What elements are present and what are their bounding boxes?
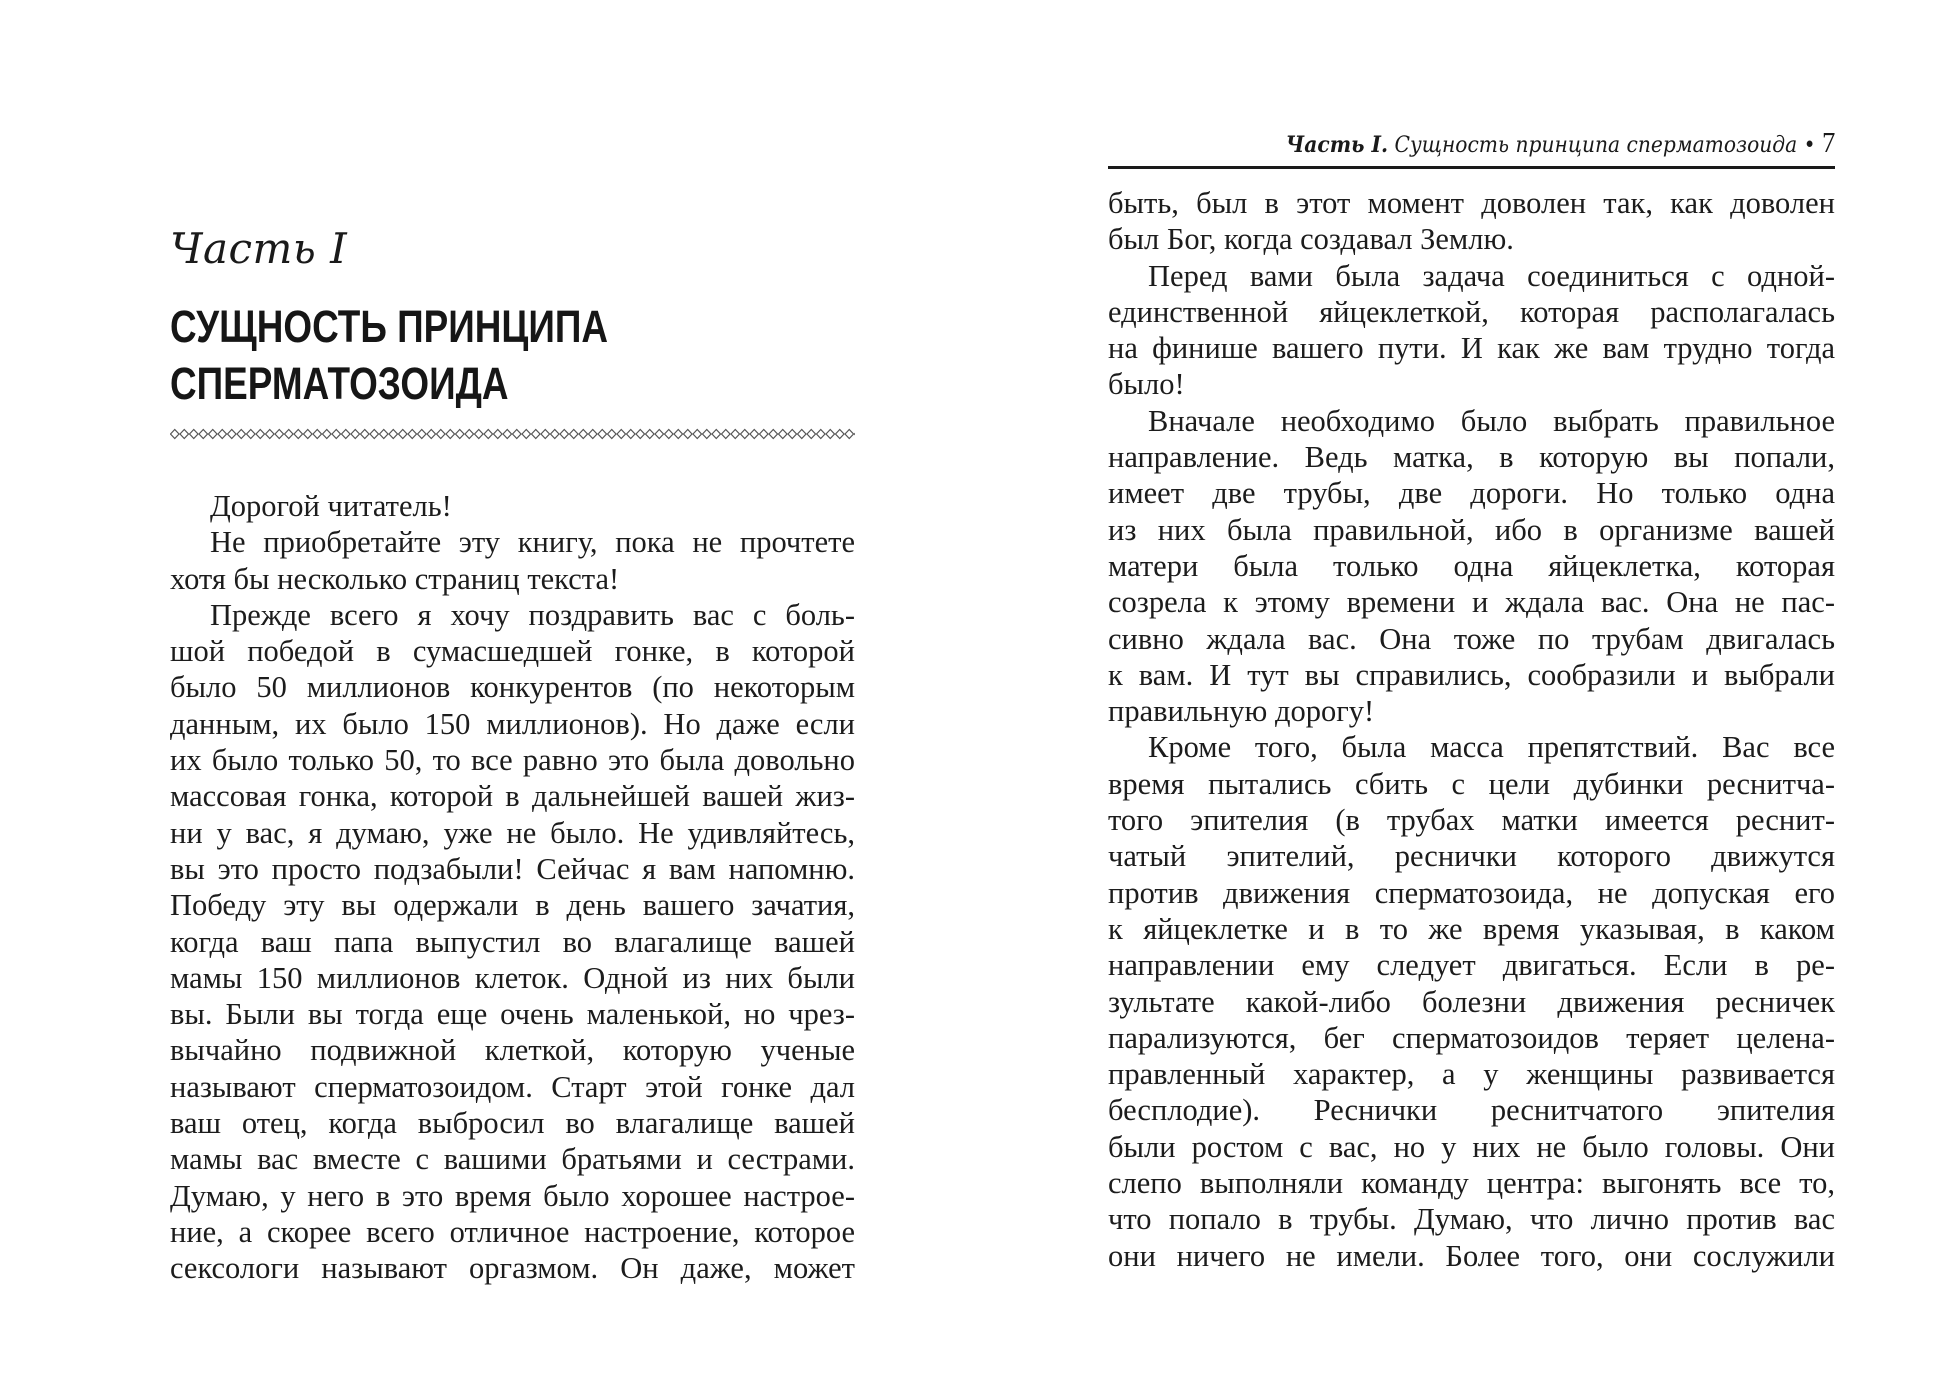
text-line: правленный характер, а у женщины развивается (1108, 1057, 1835, 1092)
text-line: ваш отец, когда выбросил во влагалище вашей (170, 1106, 855, 1141)
page-number: 7 (1821, 127, 1835, 159)
text-line: было 50 миллионов конкурентов (по некоторым (170, 670, 855, 705)
text-line: Дорогой читатель! (210, 489, 452, 523)
text-line: было! (1108, 367, 1185, 402)
text-line: был Бог, когда создавал Землю. (1108, 222, 1514, 257)
running-head-bullet: • (1796, 133, 1822, 158)
text-line: шой победой в сумасшедшей гонке, в которой (170, 634, 855, 669)
part-label: Часть I (170, 224, 348, 273)
text-line: вы это просто подзабыли! Сейчас я вам напомню. (170, 851, 855, 886)
text-line: чатый эпителий, реснички которого движутся (1108, 839, 1835, 874)
text-line: к яйцеклетке и в то же время указывая, в каком (1108, 911, 1835, 946)
text-line: ни у вас, я думаю, уже не было. Не удивляйтесь, (170, 815, 855, 850)
running-head (1285, 128, 1835, 161)
text-line: сивно ждала вас. Она тоже по трубам двигалась (1108, 621, 1835, 656)
text-line: ние, а скорее всего отличное настроение, которое (170, 1214, 855, 1249)
text-line: против движения сперматозоида, не допуская его (1108, 875, 1835, 910)
text-line: Прежде всего я хочу поздравить вас с боль- (210, 597, 855, 632)
text-line: они ничего не имели. Более того, они сослужили (1108, 1238, 1835, 1273)
text-line: имеет две трубы, две дороги. Но только одна (1108, 476, 1835, 511)
text-line: хотя бы несколько страниц текста! (170, 561, 620, 596)
running-head-part: Часть I. (1285, 132, 1388, 158)
text-line: направлении ему следует двигаться. Если в ре- (1108, 948, 1835, 983)
left-body-text (170, 488, 855, 1287)
chapter-title (170, 298, 608, 412)
text-line: слепо выполняли команду центра: выгонять все то, (1108, 1166, 1835, 1201)
text-line: бесплодие). Реснички реснитчатого эпителия (1108, 1093, 1835, 1128)
text-line: время пытались сбить с цели дубинки реснитча- (1108, 766, 1835, 801)
text-line: были ростом с вас, но у них не было головы. Они (1108, 1129, 1835, 1164)
text-line: данным, их было 150 миллионов). Но даже если (170, 706, 855, 741)
text-line: когда ваш папа выпустил во влагалище вашей (170, 924, 855, 959)
text-line: того эпителия (в трубах матки имеется реснит- (1108, 803, 1835, 838)
text-line: к вам. И тут вы справились, сообразили и выбрали (1108, 657, 1835, 692)
text-line: на финише вашего пути. И как же вам трудно тогда (1108, 331, 1835, 366)
text-line: называют сперматозоидом. Старт этой гонке дал (170, 1069, 855, 1104)
text-line: парализуются, бег сперматозоидов теряет целена- (1108, 1020, 1835, 1055)
text-line: Кроме того, была масса препятствий. Вас все (1148, 730, 1835, 765)
text-line: матери была только одна яйцеклетка, которая (1108, 548, 1835, 583)
text-line: Вначале необходимо было выбрать правильное (1148, 403, 1835, 438)
text-line: Победу эту вы одержали в день вашего зачатия, (170, 888, 855, 923)
text-line: мамы 150 миллионов клеток. Одной из них были (170, 960, 855, 995)
text-line: направление. Ведь матка, в которую вы попали, (1108, 440, 1835, 475)
text-line: сексологи называют оргазмом. Он даже, может (170, 1251, 855, 1286)
text-line: их было только 50, то все равно это была довольно (170, 743, 855, 778)
running-head-title: Сущность принципа сперматозоида (1387, 133, 1797, 158)
text-line: единственной яйцеклеткой, которая располагалась (1108, 294, 1835, 329)
header-rule (1108, 166, 1835, 169)
text-line: вы. Были вы тогда еще очень маленькой, но чрез- (170, 997, 855, 1032)
text-line: из них была правильной, ибо в организме вашей (1108, 512, 1835, 547)
text-line: Думаю, у него в это время было хорошее настрое- (170, 1178, 855, 1213)
text-line: мамы вас вместе с вашими братьями и сестрами. (170, 1142, 855, 1177)
chapter-title-line: СУЩНОСТЬ ПРИНЦИПА (170, 301, 609, 352)
text-line: вычайно подвижной клеткой, которую ученые (170, 1033, 855, 1068)
text-line: зультате какой-либо болезни движения ресничек (1108, 984, 1835, 1019)
text-line: Перед вами была задача соединиться с одной- (1148, 258, 1835, 293)
text-line: что попало в трубы. Думаю, что лично против вас (1108, 1202, 1835, 1237)
text-line: Не приобретайте эту книгу, пока не прочтете (210, 525, 855, 560)
diamond-chain-divider-icon (170, 427, 855, 441)
text-line: созрела к этому времени и ждала вас. Она не пас- (1108, 585, 1835, 620)
right-body-text (1108, 185, 1835, 1274)
text-line: правильную дорогу! (1108, 694, 1375, 729)
text-line: массовая гонка, которой в дальнейшей вашей жиз- (170, 779, 855, 814)
text-line: быть, был в этот момент доволен так, как доволен (1108, 186, 1835, 220)
chapter-title-line: СПЕРМАТОЗОИДА (170, 358, 509, 409)
